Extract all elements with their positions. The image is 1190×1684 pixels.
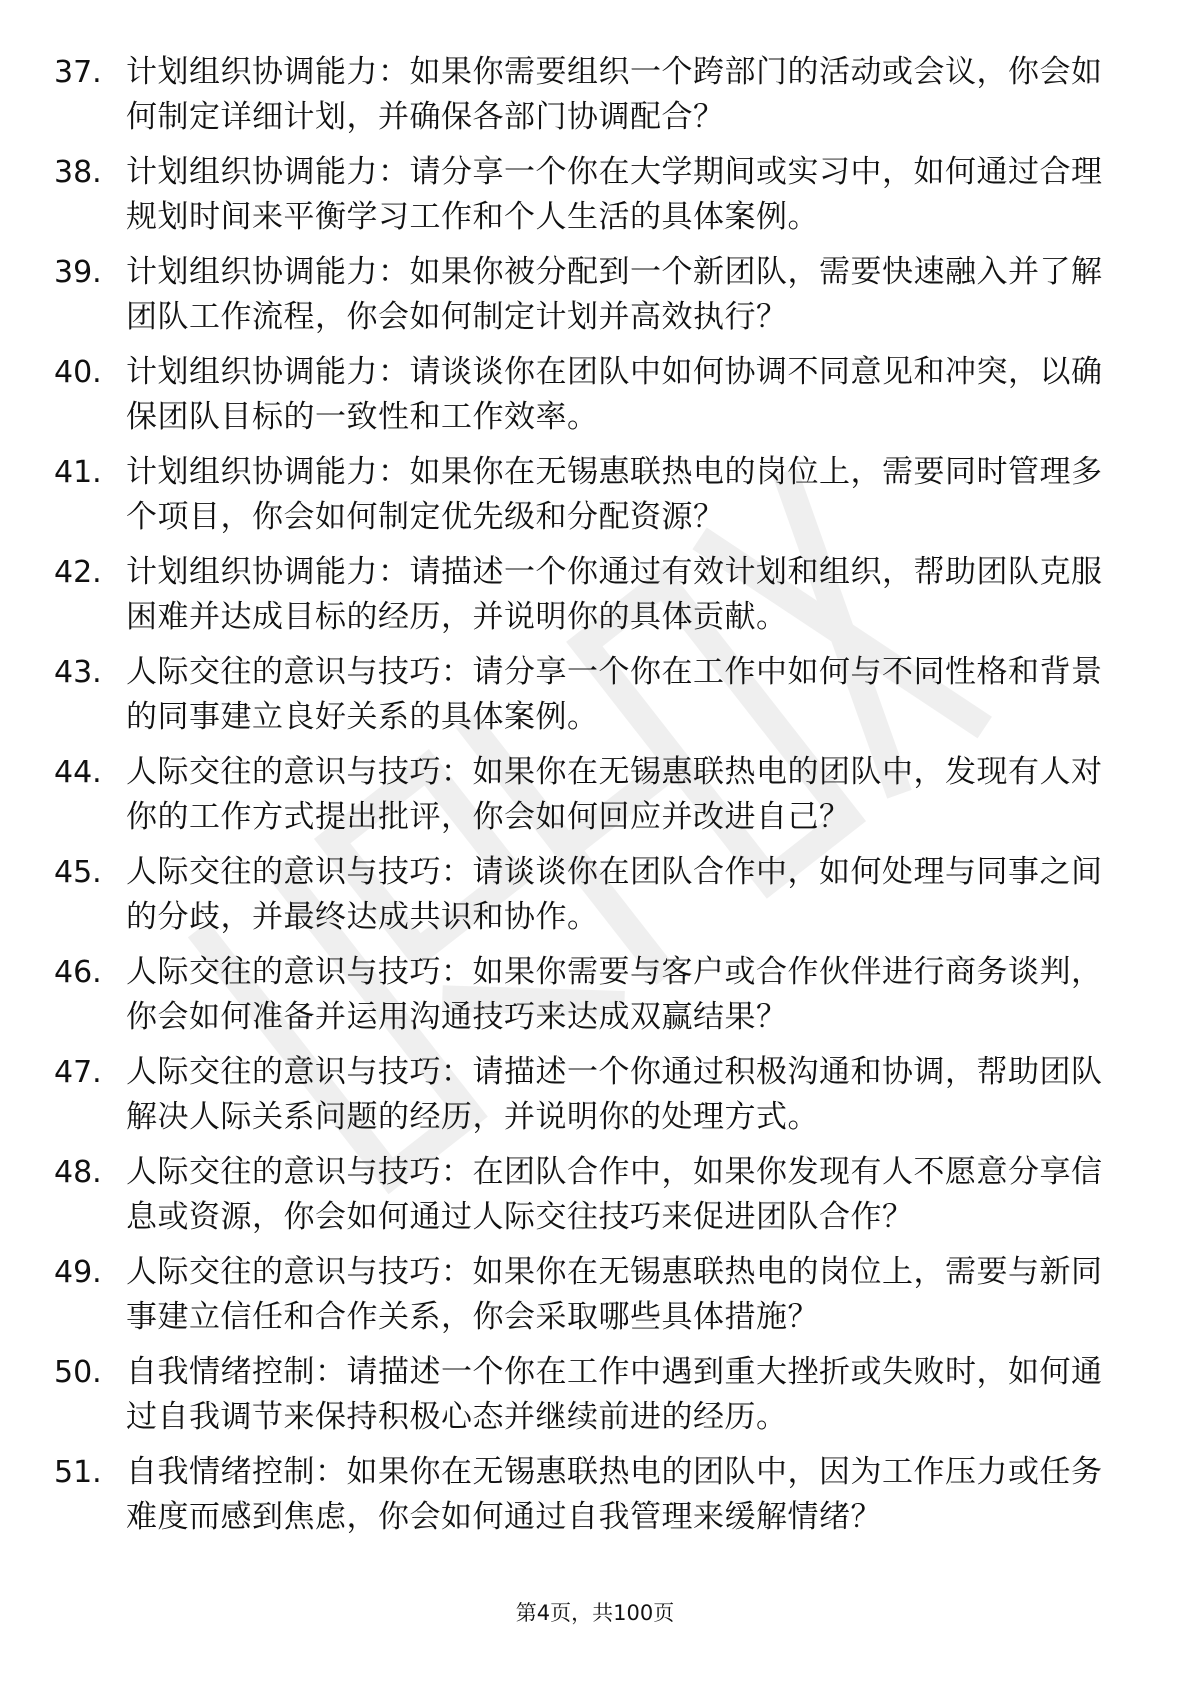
- list-item: [0, 250, 1190, 350]
- list-item: [0, 350, 1190, 450]
- question-text: 人际交往的意识与技巧：如果你需要与客户或合作伙伴进行商务谈判，你会如何准备并运用沟通技巧来达成双赢结果？: [126, 954, 1103, 1035]
- list-item: [0, 950, 1190, 1050]
- question-text: 人际交往的意识与技巧：在团队合作中，如果你发现有人不愿意分享信息或资源，你会如何通过人际交往技巧来促进团队合作？: [126, 1154, 1103, 1235]
- question-number: 45.: [54, 855, 102, 890]
- list-item: [0, 650, 1190, 750]
- question-text: 人际交往的意识与技巧：如果你在无锡惠联热电的团队中，发现有人对你的工作方式提出批评，你会如何回应并改进自己？: [126, 754, 1103, 835]
- question-number: 42.: [54, 555, 102, 590]
- question-number: 40.: [54, 355, 102, 390]
- page-footer: [0, 1598, 1190, 1628]
- question-text: 人际交往的意识与技巧：请谈谈你在团队合作中，如何处理与同事之间的分歧，并最终达成共识和协作。: [126, 854, 1103, 935]
- list-item: [0, 1150, 1190, 1250]
- question-number: 41.: [54, 455, 102, 490]
- question-number: 46.: [54, 955, 102, 990]
- question-list: [0, 50, 1190, 1550]
- list-item: [0, 1350, 1190, 1450]
- question-text: 计划组织协调能力：请谈谈你在团队中如何协调不同意见和冲突，以确保团队目标的一致性和工作效率。: [126, 354, 1103, 435]
- question-text: 计划组织协调能力：请描述一个你通过有效计划和组织，帮助团队克服困难并达成目标的经历，并说明你的具体贡献。: [126, 554, 1103, 635]
- question-number: 39.: [54, 255, 102, 290]
- question-text: 人际交往的意识与技巧：请描述一个你通过积极沟通和协调，帮助团队解决人际关系问题的经历，并说明你的处理方式。: [126, 1054, 1103, 1135]
- question-text: 计划组织协调能力：如果你在无锡惠联热电的岗位上，需要同时管理多个项目，你会如何制定优先级和分配资源？: [126, 454, 1103, 535]
- question-number: 43.: [54, 655, 102, 690]
- list-item: [0, 550, 1190, 650]
- question-number: 44.: [54, 755, 102, 790]
- list-item: [0, 450, 1190, 550]
- question-text: 自我情绪控制：如果你在无锡惠联热电的团队中，因为工作压力或任务难度而感到焦虑，你会如何通过自我管理来缓解情绪？: [126, 1454, 1103, 1535]
- question-number: 49.: [54, 1255, 102, 1290]
- question-number: 38.: [54, 155, 102, 190]
- question-number: 47.: [54, 1055, 102, 1090]
- list-item: [0, 1250, 1190, 1350]
- question-text: 人际交往的意识与技巧：如果你在无锡惠联热电的岗位上，需要与新同事建立信任和合作关系，你会采取哪些具体措施？: [126, 1254, 1103, 1335]
- question-text: 人际交往的意识与技巧：请分享一个你在工作中如何与不同性格和背景的同事建立良好关系的具体案例。: [126, 654, 1103, 735]
- question-text: 计划组织协调能力：如果你需要组织一个跨部门的活动或会议，你会如何制定详细计划，并确保各部门协调配合？: [126, 54, 1103, 135]
- question-number: 37.: [54, 55, 102, 90]
- list-item: [0, 50, 1190, 150]
- list-item: [0, 150, 1190, 250]
- list-item: [0, 850, 1190, 950]
- question-text: 计划组织协调能力：请分享一个你在大学期间或实习中，如何通过合理规划时间来平衡学习工作和个人生活的具体案例。: [126, 154, 1103, 235]
- question-number: 48.: [54, 1155, 102, 1190]
- list-item: [0, 1450, 1190, 1550]
- question-number: 51.: [54, 1455, 102, 1490]
- question-number: 50.: [54, 1355, 102, 1390]
- list-item: [0, 750, 1190, 850]
- list-item: [0, 1050, 1190, 1150]
- question-text: 计划组织协调能力：如果你被分配到一个新团队，需要快速融入并了解团队工作流程，你会如何制定计划并高效执行？: [126, 254, 1103, 335]
- question-text: 自我情绪控制：请描述一个你在工作中遇到重大挫折或失败时，如何通过自我调节来保持积极心态并继续前进的经历。: [126, 1354, 1103, 1435]
- page-number-label: 第4页，共100页: [515, 1601, 675, 1625]
